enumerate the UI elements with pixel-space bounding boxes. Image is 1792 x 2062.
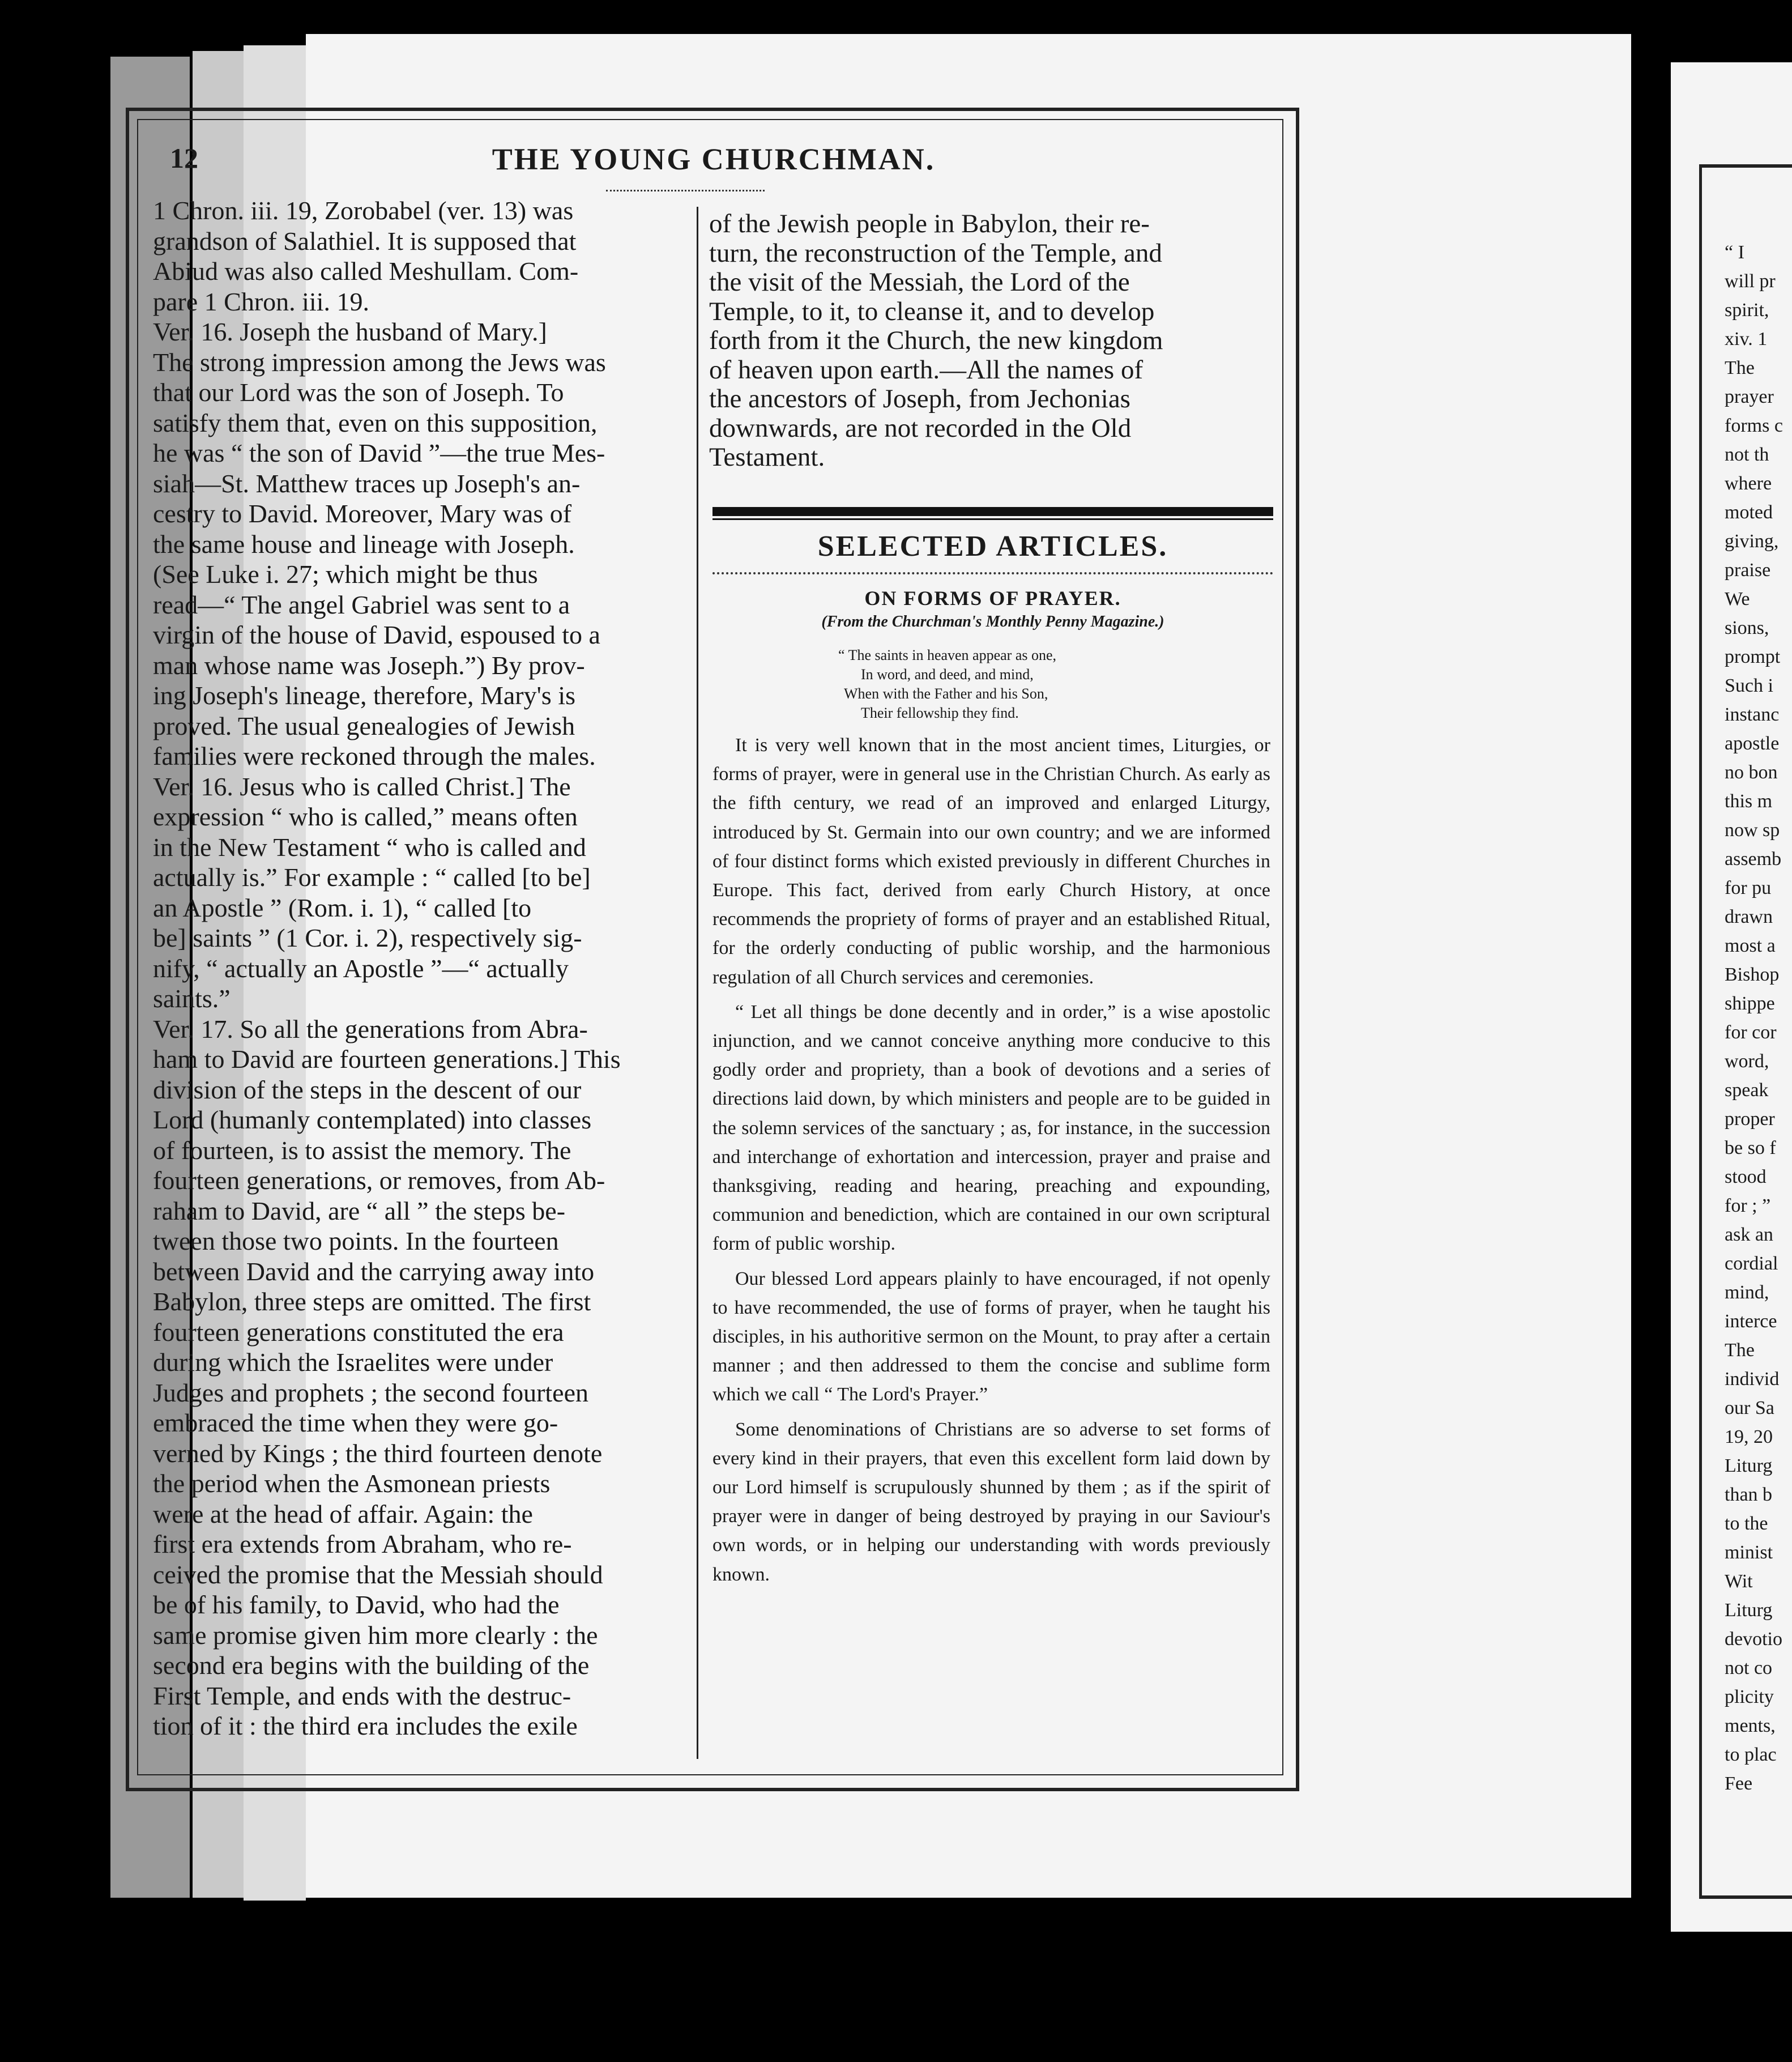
- adjacent-text-line: The: [1725, 1340, 1755, 1361]
- text-line: Abiud was also called Meshullam. Com-: [153, 257, 579, 286]
- text-line: verned by Kings ; the third fourteen denote: [153, 1438, 603, 1468]
- epigraph-line: When with the Father and his Son,: [844, 685, 1048, 702]
- text-line: First Temple, and ends with the destruc-: [153, 1681, 571, 1710]
- adjacent-text-line: prompt: [1725, 646, 1781, 667]
- adjacent-text-line: We: [1725, 589, 1750, 610]
- text-line: an Apostle ” (Rom. i. 1), “ called [to: [153, 893, 532, 922]
- text-line: saints.”: [153, 984, 231, 1013]
- adjacent-text-line: “ I: [1725, 242, 1744, 263]
- adjacent-text-line: most a: [1725, 935, 1776, 956]
- adjacent-text-line: 19, 20: [1725, 1426, 1773, 1447]
- text-line: Babylon, three steps are omitted. The first: [153, 1287, 591, 1316]
- text-line: the period when the Asmonean priests: [153, 1469, 551, 1498]
- adjacent-text-line: ask an: [1725, 1224, 1773, 1245]
- adjacent-text-line: minist: [1725, 1542, 1773, 1563]
- adjacent-page-text: [1725, 238, 1792, 1798]
- adjacent-text-line: giving,: [1725, 531, 1779, 552]
- text-line: Ver. 16. Joseph the husband of Mary.]: [153, 317, 547, 346]
- text-line: fourteen generations, or removes, from Ab-: [153, 1166, 605, 1195]
- text-line: same promise given him more clearly : the: [153, 1620, 598, 1650]
- text-line: in the New Testament “ who is called and: [153, 832, 586, 862]
- adjacent-text-line: drawn: [1725, 906, 1773, 927]
- adjacent-text-line: for cor: [1725, 1022, 1777, 1043]
- text-line: ceived the promise that the Messiah should: [153, 1560, 603, 1589]
- text-line: ing Joseph's lineage, therefore, Mary's is: [153, 681, 575, 710]
- adjacent-text-line: Such i: [1725, 675, 1773, 696]
- text-line: during which the Israelites were under: [153, 1348, 553, 1377]
- article-epigraph: [838, 646, 1206, 723]
- adjacent-text-line: Liturg: [1725, 1600, 1773, 1621]
- right-column-continuation: [709, 210, 1275, 472]
- adjacent-text-line: for pu: [1725, 877, 1772, 898]
- text-line: ham to David are fourteen generations.] This: [153, 1045, 621, 1073]
- adjacent-text-line: to the: [1725, 1513, 1768, 1534]
- text-line: siah—St. Matthew traces up Joseph's an-: [153, 468, 581, 498]
- text-line: grandson of Salathiel. It is supposed that: [153, 226, 577, 255]
- text-line: fourteen generations constituted the era: [153, 1317, 564, 1347]
- adjacent-text-line: moted: [1725, 502, 1773, 523]
- text-line: he was “ the son of David ”—the true Mes-: [153, 438, 605, 467]
- section-ornament-rule: [712, 572, 1273, 580]
- text-line: read—“ The angel Gabriel was sent to a: [153, 590, 570, 619]
- text-line: downwards, are not recorded in the Old: [709, 413, 1132, 443]
- article-paragraph: Our blessed Lord appears plainly to have encouraged, if not openly to have recommended, the use of forms of prayer, when he taught his disciples, in his authoritive sermon on the Mount, to pray after a certain manner ; and then addressed to them the concise and sublime form which we call “ The Lord's Prayer.”: [712, 1268, 1270, 1405]
- adjacent-text-line: cordial: [1725, 1253, 1778, 1274]
- running-title: THE YOUNG CHURCHMAN.: [492, 142, 936, 176]
- adjacent-text-line: Bishop: [1725, 964, 1780, 985]
- adjacent-text-line: praise: [1725, 560, 1771, 581]
- adjacent-text-line: devotio: [1725, 1629, 1782, 1650]
- text-line: Temple, to it, to cleanse it, and to develop: [709, 296, 1155, 326]
- adjacent-text-line: Liturg: [1725, 1455, 1773, 1476]
- adjacent-text-line: for ; ”: [1725, 1195, 1771, 1216]
- adjacent-text-line: forms c: [1725, 415, 1783, 436]
- article-paragraph: Some denominations of Christians are so adverse to set forms of every kind in their prayers, that even this excellent form laid down by our Lord himself is scrupulously shunned by them ; as if the spirit of prayer were in danger of being destroyed by praying in our Saviour's own words, or in helping our understanding with words previously known.: [712, 1418, 1270, 1585]
- text-line: division of the steps in the descent of our: [153, 1075, 582, 1104]
- adjacent-text-line: now sp: [1725, 820, 1780, 841]
- adjacent-text-line: apostle: [1725, 733, 1780, 754]
- article-paragraph: It is very well known that in the most ancient times, Liturgies, or forms of prayer, were in general use in the Christian Church. As early as the fifth century, we read of an improved and enlarged Liturgy, introduced by St. Germain into our own country; and we are informed of four distinct forms which existed previously in different Churches in Europe. This fact, derived from early Church History, at once recommends the propriety of forms of prayer and an established Ritual, for the orderly conducting of public worship, and the harmonious regulation of all Church services and ceremonies.: [712, 735, 1270, 988]
- text-line: be of his family, to David, who had the: [153, 1590, 560, 1619]
- adjacent-text-line: mind,: [1725, 1282, 1769, 1303]
- adjacent-text-line: assemb: [1725, 849, 1782, 870]
- text-line: of fourteen, is to assist the memory. The: [153, 1135, 571, 1165]
- text-line: nify, “ actually an Apostle ”—“ actually: [153, 953, 569, 983]
- text-line: embraced the time when they were go-: [153, 1408, 558, 1437]
- text-line: pare 1 Chron. iii. 19.: [153, 287, 369, 316]
- page-header: [164, 142, 1263, 181]
- text-line: were at the head of affair. Again: the: [153, 1499, 533, 1528]
- text-line: first era extends from Abraham, who re-: [153, 1530, 572, 1558]
- text-line: of the Jewish people in Babylon, their re-: [709, 209, 1150, 238]
- text-line: families were reckoned through the males.: [153, 742, 596, 770]
- text-line: cestry to David. Moreover, Mary was of: [153, 499, 572, 528]
- column-divider: [697, 207, 698, 1759]
- adjacent-text-line: plicity: [1725, 1686, 1774, 1707]
- adjacent-text-line: instanc: [1725, 704, 1780, 725]
- text-line: The strong impression among the Jews was: [153, 347, 606, 377]
- text-line: proved. The usual genealogies of Jewish: [153, 711, 575, 740]
- text-line: turn, the reconstruction of the Temple, and: [709, 238, 1162, 268]
- adjacent-text-line: not co: [1725, 1658, 1773, 1678]
- text-line: actually is.” For example : “ called [to be]: [153, 863, 591, 892]
- text-line: tween those two points. In the fourteen: [153, 1226, 559, 1255]
- text-line: between David and the carrying away into: [153, 1256, 595, 1286]
- article-paragraph: “ Let all things be done decently and in order,” is a wise apostolic injunction, and we cannot conceive anything more conducive to this godly order and propriety, than a book of devotions and a series of directions laid down, by which ministers and people are to be guided in the solemn services of the sanctuary ; as, for instance, in the succession and interchange of exhortation and intercession, prayer and praise and thanksgiving, reading and hearing, preaching and expounding, communion and benediction, which are contained in our own scriptural form of public worship.: [712, 1001, 1270, 1255]
- text-line: Lord (humanly contemplated) into classes: [153, 1105, 592, 1134]
- left-column: [153, 195, 685, 1741]
- adjacent-text-line: where: [1725, 473, 1772, 494]
- adjacent-text-line: than b: [1725, 1484, 1773, 1505]
- text-line: Testament.: [709, 442, 825, 472]
- text-line: the ancestors of Joseph, from Jechonias: [709, 384, 1130, 414]
- text-line: man whose name was Joseph.”) By prov-: [153, 650, 585, 680]
- adjacent-text-line: stood: [1725, 1166, 1767, 1187]
- epigraph-line: “ The saints in heaven appear as one,: [838, 647, 1057, 663]
- adjacent-text-line: will pr: [1725, 271, 1776, 292]
- text-line: virgin of the house of David, espoused to a: [153, 620, 600, 649]
- text-line: that our Lord was the son of Joseph. To: [153, 378, 564, 407]
- adjacent-text-line: to plac: [1725, 1744, 1777, 1765]
- adjacent-text-line: proper: [1725, 1109, 1775, 1130]
- adjacent-text-line: Wit: [1725, 1571, 1753, 1592]
- text-line: forth from it the Church, the new kingdom: [709, 326, 1163, 355]
- text-line: 1 Chron. iii. 19, Zorobabel (ver. 13) was: [153, 196, 574, 225]
- adjacent-text-line: word,: [1725, 1051, 1769, 1072]
- text-line: the visit of the Messiah, the Lord of the: [709, 267, 1130, 297]
- epigraph-line: Their fellowship they find.: [861, 705, 1019, 721]
- text-line: Judges and prophets ; the second fourteen: [153, 1378, 589, 1407]
- page-number: 12: [170, 142, 198, 174]
- article-source: (From the Churchman's Monthly Penny Magazine.): [821, 613, 1164, 630]
- section-rule-thick: [712, 507, 1273, 516]
- adjacent-text-line: not th: [1725, 444, 1769, 465]
- section-title: SELECTED ARTICLES.: [817, 530, 1168, 563]
- text-line: of heaven upon earth.—All the names of: [709, 355, 1144, 385]
- adjacent-text-line: ments,: [1725, 1715, 1776, 1736]
- adjacent-text-line: sions,: [1725, 617, 1769, 638]
- text-line: (See Luke i. 27; which might be thus: [153, 560, 538, 589]
- adjacent-text-line: individ: [1725, 1369, 1780, 1390]
- adjacent-text-line: The: [1725, 357, 1755, 378]
- adjacent-text-line: spirit,: [1725, 300, 1769, 321]
- adjacent-text-line: xiv. 1: [1725, 329, 1768, 350]
- text-line: Ver. 16. Jesus who is called Christ.] The: [153, 772, 571, 801]
- adjacent-text-line: no bon: [1725, 762, 1778, 783]
- text-line: raham to David, are “ all ” the steps be-: [153, 1196, 566, 1225]
- adjacent-text-line: shippe: [1725, 993, 1775, 1014]
- section-rule-thin: [712, 518, 1273, 520]
- adjacent-text-line: interce: [1725, 1311, 1777, 1332]
- article-title: ON FORMS OF PRAYER.: [864, 587, 1121, 610]
- adjacent-text-line: this m: [1725, 791, 1773, 812]
- adjacent-text-line: prayer: [1725, 386, 1774, 407]
- epigraph-line: In word, and deed, and mind,: [861, 666, 1034, 683]
- adjacent-text-line: Fee: [1725, 1773, 1753, 1794]
- adjacent-text-line: speak: [1725, 1080, 1769, 1101]
- adjacent-text-line: be so f: [1725, 1137, 1776, 1158]
- text-line: second era begins with the building of the: [153, 1651, 590, 1680]
- article-body: [712, 731, 1270, 1595]
- adjacent-text-line: our Sa: [1725, 1398, 1774, 1418]
- adjacent-page: [1671, 62, 1792, 1932]
- text-line: tion of it : the third era includes the exile: [153, 1711, 578, 1740]
- text-line: the same house and lineage with Joseph.: [153, 529, 575, 559]
- text-line: expression “ who is called,” means often: [153, 802, 578, 831]
- text-line: be] saints ” (1 Cor. i. 2), respectively sig-: [153, 923, 582, 952]
- text-line: Ver. 17. So all the generations from Abra-: [153, 1014, 588, 1043]
- text-line: satisfy them that, even on this supposition,: [153, 408, 598, 437]
